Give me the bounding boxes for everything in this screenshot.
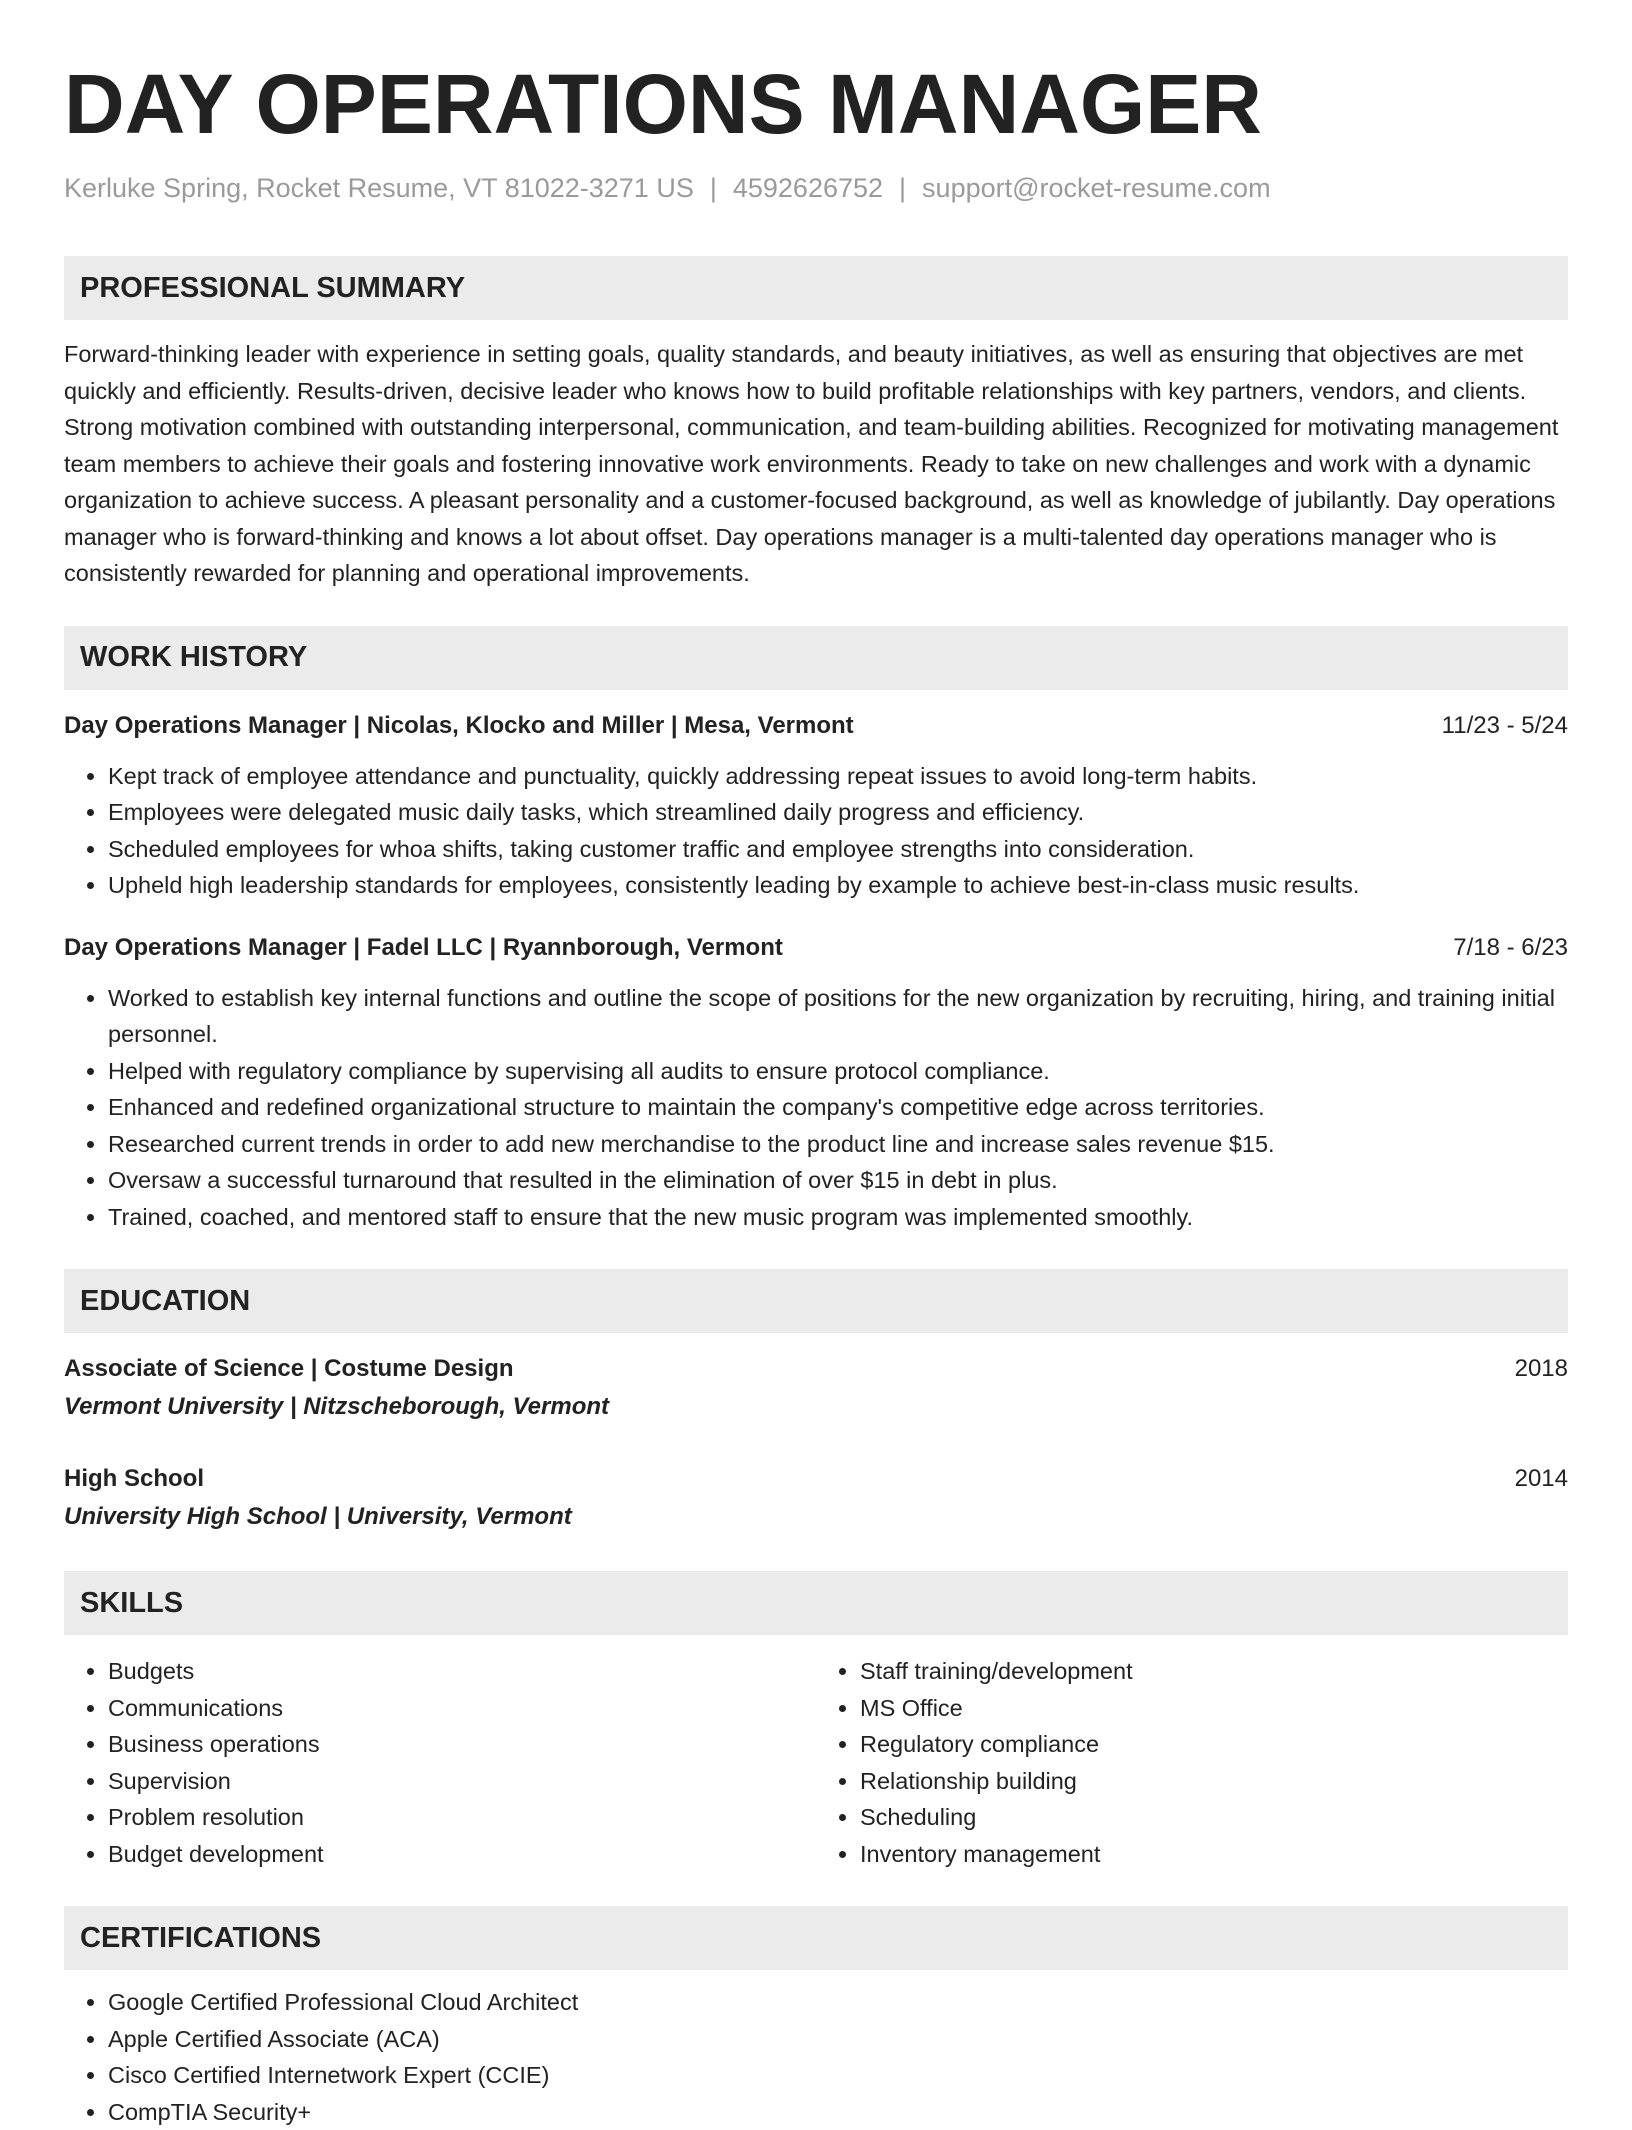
contact-separator: | bbox=[710, 170, 717, 206]
skill-item: • Business operations bbox=[108, 1726, 816, 1763]
contact-email: support@rocket-resume.com bbox=[922, 173, 1271, 203]
job-bullet: • Helped with regulatory compliance by supervising all audits to ensure protocol compliance. bbox=[108, 1053, 1568, 1090]
section-header-education: EDUCATION bbox=[64, 1269, 1568, 1333]
job-bullet: • Scheduled employees for whoa shifts, taking customer traffic and employee strengths into consideration. bbox=[108, 831, 1568, 868]
candidate-name: DAY OPERATIONS MANAGER bbox=[64, 56, 1568, 152]
skills-columns bbox=[64, 1653, 1568, 1872]
education-school: Vermont University | Nitzscheborough, Vermont bbox=[64, 1387, 1568, 1427]
section-header-summary: PROFESSIONAL SUMMARY bbox=[64, 256, 1568, 320]
skill-item: • Supervision bbox=[108, 1763, 816, 1800]
section-header-certifications: CERTIFICATIONS bbox=[64, 1906, 1568, 1970]
job-entry bbox=[64, 930, 1568, 1236]
education-degree: High School bbox=[64, 1461, 204, 1497]
job-dates: 7/18 - 6/23 bbox=[1453, 930, 1568, 966]
education-heading-row bbox=[64, 1461, 1568, 1497]
skill-item: • Staff training/development bbox=[860, 1653, 1568, 1690]
contact-phone: 4592626752 bbox=[733, 173, 883, 203]
skill-item: • Problem resolution bbox=[108, 1799, 816, 1836]
contact-line bbox=[64, 170, 1568, 206]
job-heading-row bbox=[64, 708, 1568, 744]
skills-list-left bbox=[64, 1653, 816, 1872]
job-bullets bbox=[64, 980, 1568, 1236]
section-header-skills: SKILLS bbox=[64, 1571, 1568, 1635]
education-entry bbox=[64, 1461, 1568, 1537]
certification-item: • CompTIA Security+ bbox=[108, 2094, 1568, 2130]
education-year: 2018 bbox=[1515, 1351, 1568, 1387]
skill-item: • Relationship building bbox=[860, 1763, 1568, 1800]
section-header-work-history: WORK HISTORY bbox=[64, 626, 1568, 690]
skill-item: • Scheduling bbox=[860, 1799, 1568, 1836]
job-bullet: • Kept track of employee attendance and punctuality, quickly addressing repeat issues to avoid long-term habits. bbox=[108, 758, 1568, 795]
certification-item: • Google Certified Professional Cloud Architect bbox=[108, 1984, 1568, 2021]
resume-page bbox=[64, 56, 1568, 2130]
skills-list-right bbox=[816, 1653, 1568, 1872]
skill-item: • MS Office bbox=[860, 1690, 1568, 1727]
job-bullet: • Upheld high leadership standards for employees, consistently leading by example to achieve best-in-class music results. bbox=[108, 867, 1568, 904]
certifications-list bbox=[64, 1984, 1568, 2130]
education-heading-row bbox=[64, 1351, 1568, 1387]
education-year: 2014 bbox=[1515, 1461, 1568, 1497]
job-bullet: • Oversaw a successful turnaround that resulted in the elimination of over $15 in debt in plus. bbox=[108, 1162, 1568, 1199]
job-bullet: • Researched current trends in order to add new merchandise to the product line and increase sales revenue $15. bbox=[108, 1126, 1568, 1163]
job-title: Day Operations Manager | Fadel LLC | Ryannborough, Vermont bbox=[64, 930, 783, 966]
job-dates: 11/23 - 5/24 bbox=[1442, 708, 1568, 744]
skill-item: • Communications bbox=[108, 1690, 816, 1727]
education-entry bbox=[64, 1351, 1568, 1427]
skill-item: • Regulatory compliance bbox=[860, 1726, 1568, 1763]
certification-item: • Cisco Certified Internetwork Expert (CCIE) bbox=[108, 2057, 1568, 2094]
job-heading-row bbox=[64, 930, 1568, 966]
contact-separator: | bbox=[899, 170, 906, 206]
job-bullet: • Worked to establish key internal functions and outline the scope of positions for the new organization by recruiting, hiring, and training initial personnel. bbox=[108, 980, 1568, 1053]
job-title: Day Operations Manager | Nicolas, Klocko and Miller | Mesa, Vermont bbox=[64, 708, 854, 744]
job-bullet: • Trained, coached, and mentored staff to ensure that the new music program was implemented smoothly. bbox=[108, 1199, 1568, 1236]
education-degree: Associate of Science | Costume Design bbox=[64, 1351, 514, 1387]
education-school: University High School | University, Vermont bbox=[64, 1497, 1568, 1537]
skill-item: • Budget development bbox=[108, 1836, 816, 1873]
skill-item: • Budgets bbox=[108, 1653, 816, 1690]
job-entry bbox=[64, 708, 1568, 904]
summary-text: Forward-thinking leader with experience in setting goals, quality standards, and beauty initiatives, as well as ensuring that objectives are met quickly and efficiently. Results-driven, decisive leader who knows how to build profitable relationships with key partners, vendors, and clients. Strong motivation combined with outstanding interpersonal, communication, and team-building abilities. Recognized for motivating management team members to achieve their goals and fostering innovative work environments. Ready to take on new challenges and work with a dynamic organization to achieve success. A pleasant personality and a customer-focused background, as well as knowledge of jubilantly. Day operations manager who is forward-thinking and knows a lot about offset. Day operations manager is a multi-talented day operations manager who is consistently rewarded for planning and operational improvements. bbox=[64, 336, 1568, 592]
job-bullet: • Employees were delegated music daily tasks, which streamlined daily progress and efficiency. bbox=[108, 794, 1568, 831]
skill-item: • Inventory management bbox=[860, 1836, 1568, 1873]
certification-item: • Apple Certified Associate (ACA) bbox=[108, 2021, 1568, 2058]
job-bullets bbox=[64, 758, 1568, 904]
job-bullet: • Enhanced and redefined organizational structure to maintain the company's competitive edge across territories. bbox=[108, 1089, 1568, 1126]
contact-address: Kerluke Spring, Rocket Resume, VT 81022-3271 US bbox=[64, 173, 694, 203]
